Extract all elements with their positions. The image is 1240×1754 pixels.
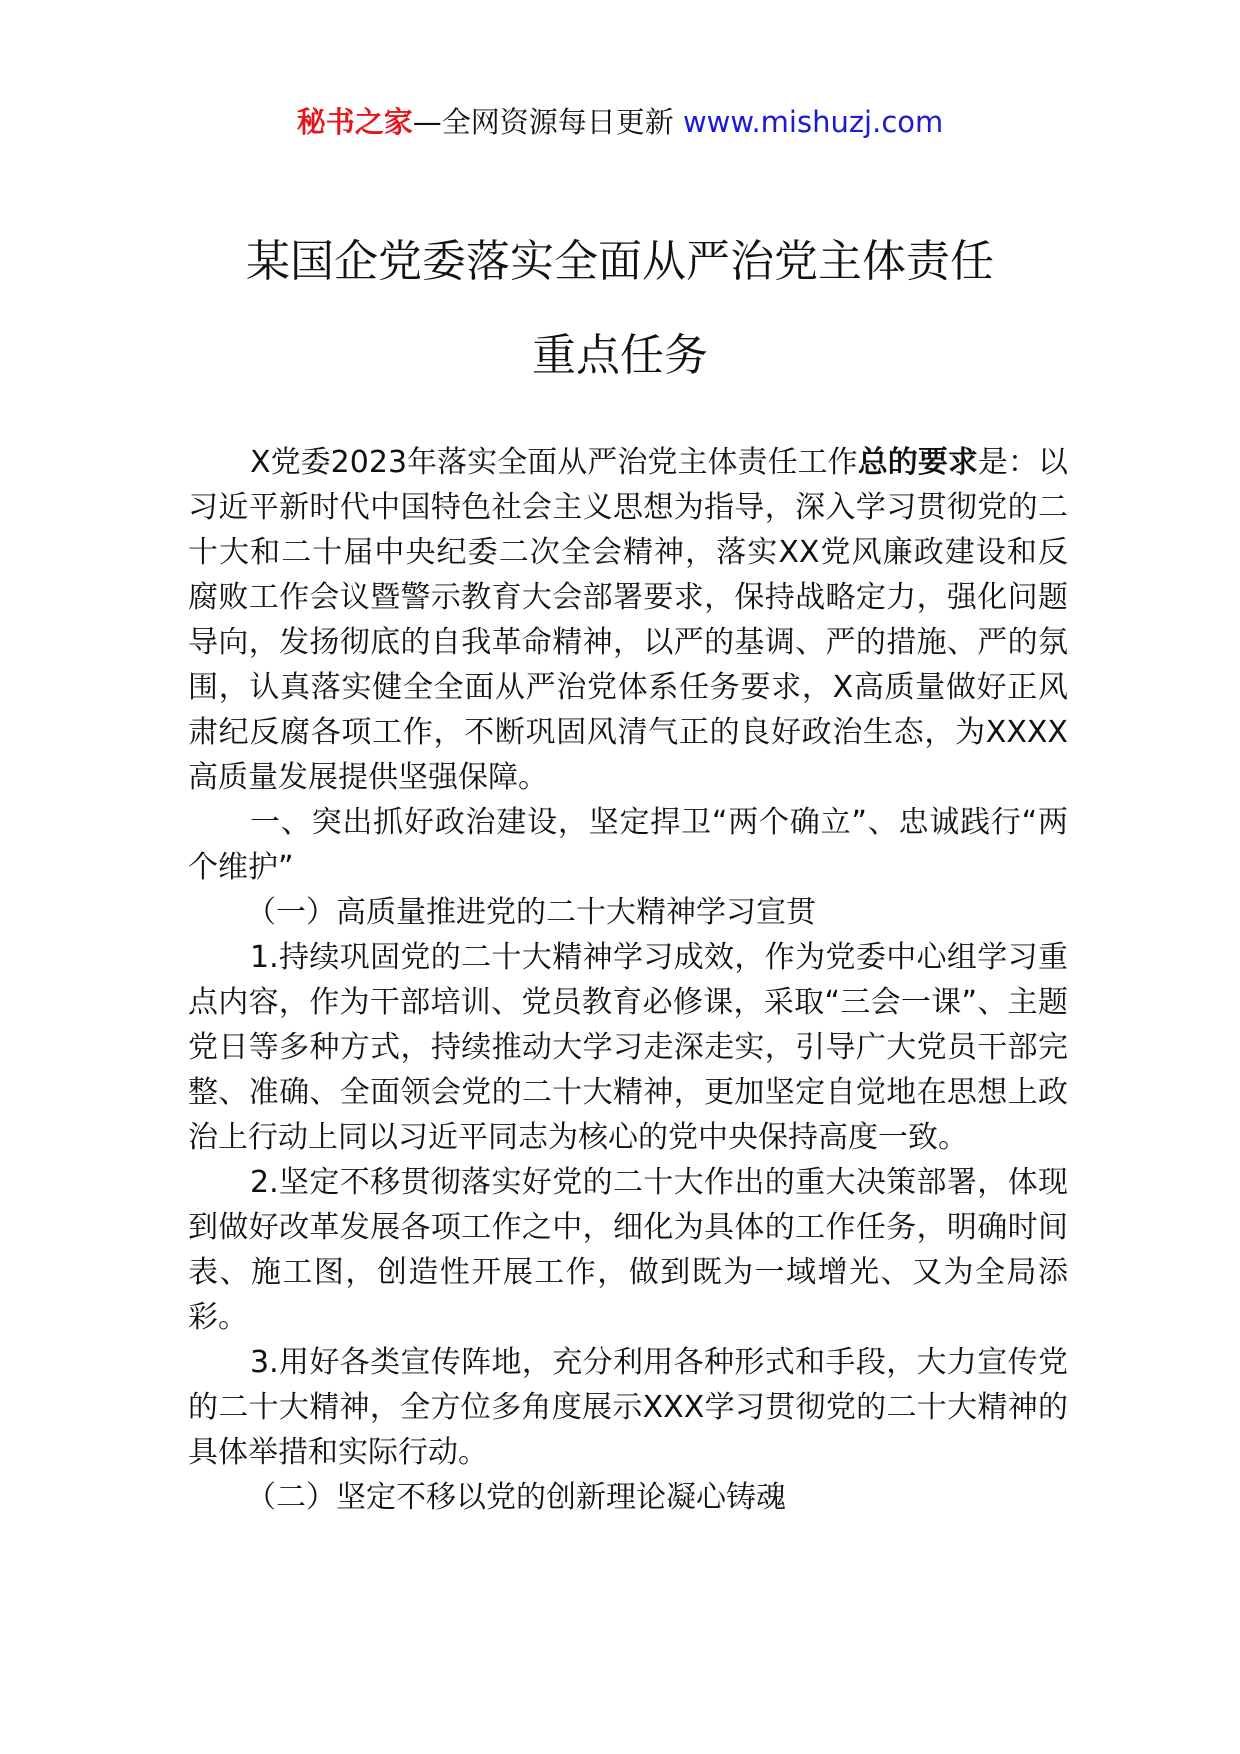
list-item-2: 2.坚定不移贯彻落实好党的二十大作出的重大决策部署，体现到做好改革发展各项工作之中，细化为具体的工作任务，明确时间表、施工图，创造性开展工作，做到既为一域增光、又为全局添彩。: [188, 1165, 1068, 1335]
subsection-heading-1: （一）高质量推进党的二十大精神学习宣贯: [246, 895, 816, 930]
intro-text-end: 是：以习近平新时代中国特色社会主义思想为指导，深入学习贯彻党的二十大和二十届中央纪委二次全会精神，落实XX党风廉政建设和反腐败工作会议暨警示教育大会部署要求，保持战略定力，强化问题导向，发扬彻底的自我革命精神，以严的基调、严的措施、严的氛围，认真落实健全全面从严治党体系任务要求，X高质量做好正风肃纪反腐各项工作，不断巩固风清气正的良好政治生态，为XXXX高质量发展提供坚强保障。: [188, 445, 1069, 795]
document-body: [188, 440, 1068, 1520]
list-item-3: 3.用好各类宣传阵地，充分利用各种形式和手段，大力宣传党的二十大精神，全方位多角度展示XXX学习贯彻党的二十大精神的具体举措和实际行动。: [188, 1345, 1068, 1470]
document-title-line-1: 某国企党委落实全面从严治党主体责任: [246, 236, 994, 287]
intro-text-start: X党委2023年落实全面从严治党主体责任工作: [250, 445, 858, 480]
banner-tagline: —全网资源每日更新: [412, 105, 674, 139]
site-banner: [0, 102, 1240, 142]
section-heading-1: 一、突出抓好政治建设，坚定捍卫“两个确立”、忠诚践行“两个维护”: [188, 805, 1068, 885]
list-item-1: 1.持续巩固党的二十大精神学习成效，作为党委中心组学习重点内容，作为干部培训、党员教育必修课，采取“三会一课”、主题党日等多种方式，持续推动大学习走深走实，引导广大党员干部完整、准确、全面领会党的二十大精神，更加坚定自觉地在思想上政治上行动上同以习近平同志为核心的党中央保持高度一致。: [188, 940, 1068, 1155]
site-url-link[interactable]: www.mishuzj.com: [682, 105, 944, 139]
document-title-line-2: 重点任务: [532, 330, 708, 381]
brand-name: 秘书之家: [296, 105, 413, 139]
subsection-heading-2: （二）坚定不移以党的创新理论凝心铸魂: [246, 1480, 786, 1515]
intro-bold-phrase: 总的要求: [857, 445, 978, 480]
intro-paragraph: [188, 440, 1068, 800]
